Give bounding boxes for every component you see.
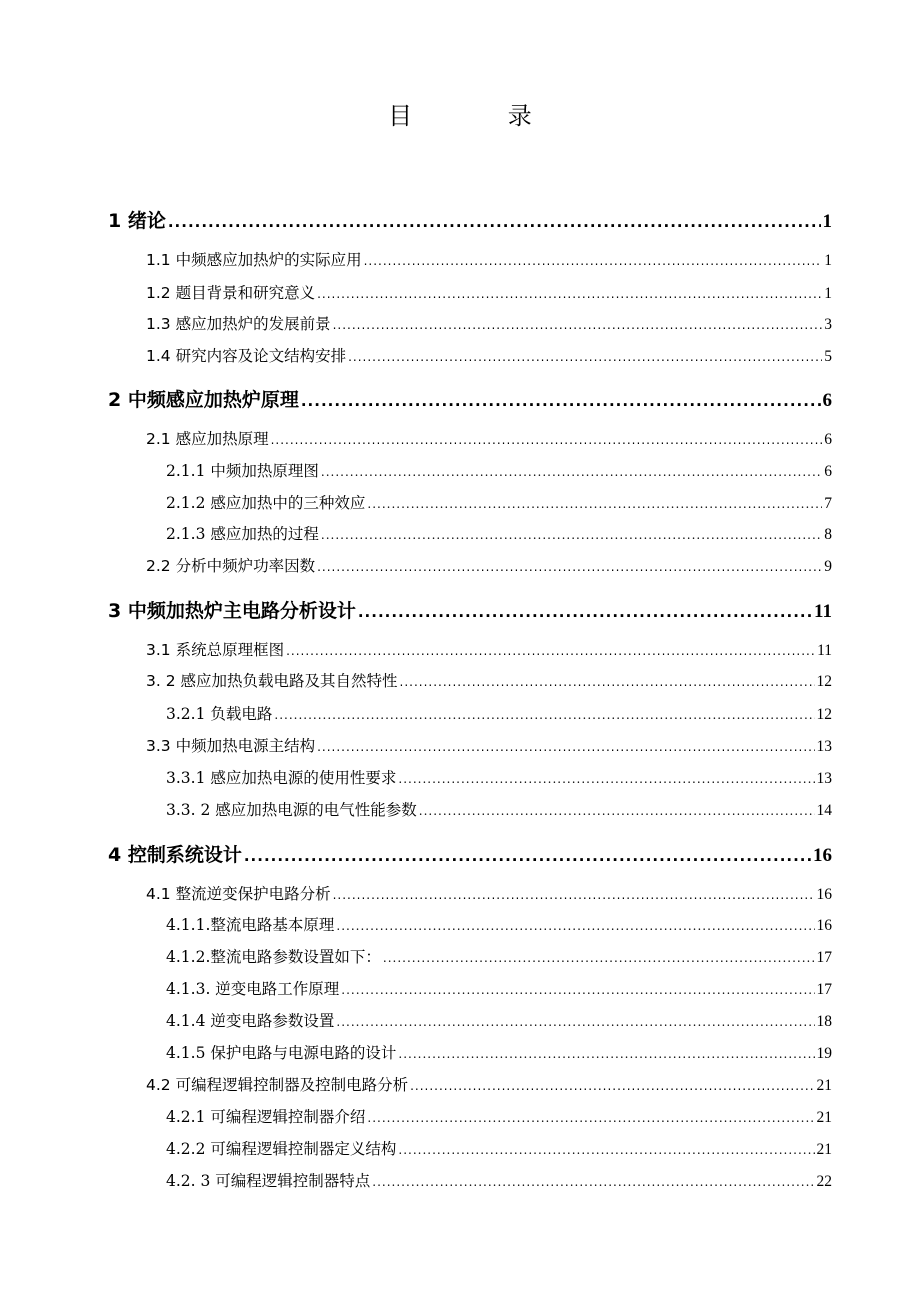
toc-entry-page: 21 [816, 1109, 832, 1126]
toc-leader-dots [364, 254, 823, 268]
toc-entry-title: 3.1 系统总原理框图 [146, 641, 285, 659]
toc-entry-title: 2.1 感应加热原理 [146, 430, 269, 448]
toc-leader-dots [317, 560, 822, 574]
toc-leader-dots [317, 740, 814, 754]
toc-entry-page: 6 [824, 431, 832, 448]
toc-leader-dots [400, 675, 815, 689]
toc-entry[interactable] [166, 1009, 832, 1031]
toc-entry-page: 5 [824, 348, 832, 365]
toc-entry[interactable] [146, 638, 832, 660]
toc-leader-dots [367, 1111, 814, 1125]
toc-leader-dots [321, 465, 822, 479]
toc-entry-page: 13 [816, 770, 832, 787]
toc-entry-page: 6 [822, 390, 832, 411]
toc-entry-page: 7 [824, 495, 832, 512]
toc-entry[interactable] [166, 798, 832, 820]
toc-entry-title: 1.3 感应加热炉的发展前景 [146, 315, 331, 333]
toc-entry-page: 6 [824, 463, 832, 480]
toc-entry[interactable] [146, 427, 832, 449]
toc-entry-page: 17 [816, 981, 832, 998]
toc-entry-title: 4.1.3. 逆变电路工作原理 [166, 980, 340, 998]
toc-entry[interactable] [146, 248, 832, 270]
toc-leader-dots [274, 708, 814, 722]
toc-leader-dots [244, 847, 811, 865]
toc-leader-dots [358, 603, 812, 621]
toc-entry[interactable] [166, 913, 832, 935]
toc-leader-dots [398, 1143, 814, 1157]
toc-entry-page: 1 [824, 252, 832, 269]
toc-entry-page: 1 [822, 211, 832, 232]
toc-entry[interactable] [146, 734, 832, 756]
toc-entry-page: 14 [816, 802, 832, 819]
toc-entry[interactable] [166, 1169, 832, 1191]
toc-entry-title: 1 绪论 [108, 210, 166, 232]
toc-entry-title: 2.1.1 中频加热原理图 [166, 462, 319, 480]
toc-entry[interactable] [146, 344, 832, 366]
toc-entry-page: 9 [824, 558, 832, 575]
toc-entry[interactable] [166, 522, 832, 544]
toc-entry-page: 8 [824, 526, 832, 543]
page-title: 目 录 [388, 102, 576, 130]
toc-entry[interactable] [146, 882, 832, 904]
toc-leader-dots [333, 318, 823, 332]
toc-leader-dots [317, 287, 822, 301]
toc-entry-page: 19 [816, 1045, 832, 1062]
toc-entry-title: 2.1.3 感应加热的过程 [166, 525, 319, 543]
toc-leader-dots [372, 1175, 814, 1189]
toc-entry-title: 3.3. 2 感应加热电源的电气性能参数 [166, 801, 417, 819]
toc-entry-page: 11 [817, 642, 832, 659]
toc-entry-page: 1 [824, 285, 832, 302]
toc-entry-title: 4.1.4 逆变电路参数设置 [166, 1012, 335, 1030]
toc-entry-page: 17 [816, 949, 832, 966]
toc-entry-title: 1.4 研究内容及论文结构安排 [146, 347, 347, 365]
toc-entry-title: 4 控制系统设计 [108, 844, 242, 866]
toc-entry[interactable] [166, 766, 832, 788]
toc-entry-title: 2.1.2 感应加热中的三种效应 [166, 494, 366, 512]
toc-entry[interactable] [146, 554, 832, 576]
toc-entry-page: 11 [814, 601, 832, 622]
toc-entry-title: 2.2 分析中频炉功率因数 [146, 557, 316, 575]
toc-entry-page: 12 [816, 673, 832, 690]
toc-entry[interactable] [108, 206, 832, 233]
toc-leader-dots [286, 644, 815, 658]
toc-leader-dots [398, 1047, 814, 1061]
toc-entry-title: 3.3.1 感应加热电源的使用性要求 [166, 769, 397, 787]
toc-leader-dots [367, 497, 822, 511]
toc-entry-title: 3.3 中频加热电源主结构 [146, 737, 316, 755]
toc-leader-dots [383, 951, 815, 965]
toc-entry-page: 16 [816, 917, 832, 934]
toc-entry-title: 3.2.1 负载电路 [166, 705, 273, 723]
toc-entry[interactable] [108, 596, 832, 623]
toc-entry-page: 21 [816, 1077, 832, 1094]
toc-leader-dots [348, 350, 822, 364]
toc-leader-dots [271, 433, 823, 447]
toc-entry-title: 4.1.1.整流电路基本原理 [166, 916, 335, 934]
toc-entry-title: 3. 2 感应加热负载电路及其自然特性 [146, 672, 398, 690]
toc-entry-page: 18 [816, 1013, 832, 1030]
toc-entry-title: 4.2.1 可编程逻辑控制器介绍 [166, 1108, 366, 1126]
toc-entry[interactable] [166, 1137, 832, 1159]
toc-entry[interactable] [166, 1041, 832, 1063]
toc-entry[interactable] [166, 977, 832, 999]
toc-entry-title: 4.1 整流逆变保护电路分析 [146, 885, 331, 903]
toc-entry-page: 21 [816, 1141, 832, 1158]
toc-entry-page: 12 [816, 706, 832, 723]
toc-leader-dots [333, 888, 815, 902]
toc-leader-dots [336, 1015, 814, 1029]
toc-entry[interactable] [166, 491, 832, 513]
toc-entry[interactable] [146, 281, 832, 303]
toc-entry-title: 3 中频加热炉主电路分析设计 [108, 600, 356, 622]
toc-leader-dots [419, 804, 815, 818]
toc-entry[interactable] [166, 702, 832, 724]
toc-entry[interactable] [146, 312, 832, 334]
toc-entry-title: 1.1 中频感应加热炉的实际应用 [146, 251, 362, 269]
toc-leader-dots [301, 392, 821, 410]
toc-leader-dots [398, 772, 814, 786]
toc-entry-title: 4.1.5 保护电路与电源电路的设计 [166, 1044, 397, 1062]
toc-entry-title: 2 中频感应加热炉原理 [108, 389, 299, 411]
toc-entry[interactable] [166, 945, 832, 967]
toc-entry-title: 4.2.2 可编程逻辑控制器定义结构 [166, 1140, 397, 1158]
toc-entry[interactable] [146, 669, 832, 691]
toc-leader-dots [321, 528, 822, 542]
toc-entry[interactable] [166, 1105, 832, 1127]
toc-entry[interactable] [146, 1073, 832, 1095]
toc-entry[interactable] [108, 385, 832, 412]
toc-leader-dots [410, 1079, 814, 1093]
toc-entry[interactable] [108, 840, 832, 867]
toc-entry-page: 22 [816, 1173, 832, 1190]
toc-entry-page: 16 [816, 886, 832, 903]
toc-entry-page: 13 [816, 738, 832, 755]
toc-leader-dots [168, 213, 821, 231]
toc-entry-title: 4.2. 3 可编程逻辑控制器特点 [166, 1172, 371, 1190]
toc-leader-dots [341, 983, 814, 997]
toc-entry-title: 1.2 题目背景和研究意义 [146, 284, 316, 302]
toc-entry-title: 4.1.2.整流电路参数设置如下： [166, 948, 381, 966]
toc-entry-page: 16 [813, 845, 832, 866]
toc-entry-page: 3 [824, 316, 832, 333]
toc-entry[interactable] [166, 459, 832, 481]
toc-leader-dots [336, 919, 814, 933]
toc-entry-title: 4.2 可编程逻辑控制器及控制电路分析 [146, 1076, 409, 1094]
